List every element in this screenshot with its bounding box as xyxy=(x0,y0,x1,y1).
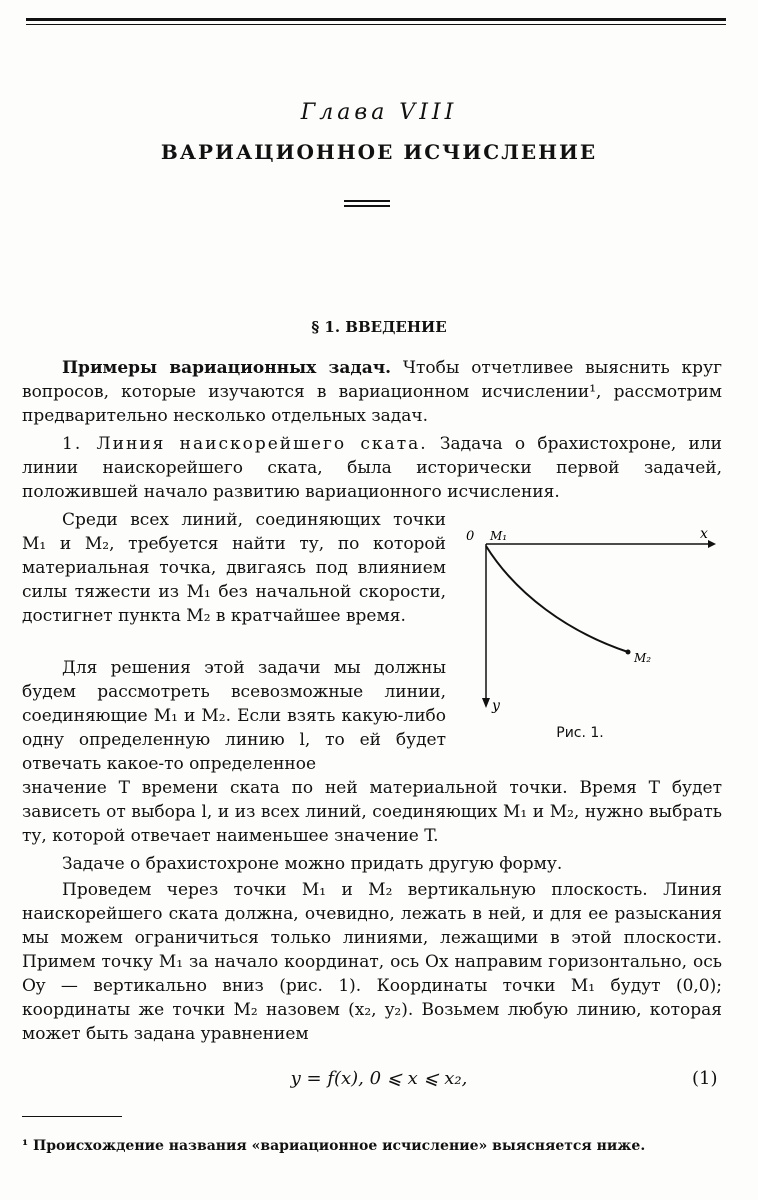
paragraph-brachistochrone xyxy=(22,432,722,504)
point-m2 xyxy=(626,650,631,655)
paragraph-solution-intro: Для решения этой задачи мы должны будем рассмотреть всевозможные линии, соединяющие M₁ и M₂. Если взять какую-либо одну определенную линию l, то ей будет отвечать какое-то определенное xyxy=(22,658,446,774)
label-x-axis: x xyxy=(700,526,708,542)
y-axis-arrow-icon xyxy=(482,698,490,708)
paragraph-intro-lead: Примеры вариационных задач. xyxy=(62,358,392,378)
section-title: § 1. ВВЕДЕНИЕ xyxy=(311,318,447,336)
brachistochrone-figure xyxy=(458,520,728,750)
paragraph-intro xyxy=(22,356,722,428)
paragraph-coordinates: Проведем через точки M₁ и M₂ вертикальную плоскость. Линия наискорейшего ската должна, очевидно, лежать в ней, и для ее разыскания мы можем ограничиться только линиями, лежащими в этой плоскости. Примем точку M₁ за начало координат, ось Ox направим горизонтально, ось Oy — вертикально вниз (рис. 1). Координаты точки M₁ будут (0,0); координаты же точки M₂ назовем (x₂, y₂). Возьмем любую линию, которая может быть задана уравнением xyxy=(22,880,722,1044)
label-m2: M₂ xyxy=(634,651,652,665)
paragraph-intro-body: Чтобы отчетливее выяснить круг вопросов, которые изучаются в вариационном исчислении¹, рассмотрим предварительно несколько отдельных задач. xyxy=(22,358,722,426)
label-origin: 0 xyxy=(466,529,475,544)
chapter-title: ВАРИАЦИОННОЕ ИСЧИСЛЕНИЕ xyxy=(160,140,598,164)
paragraph-solution-continued: значение T времени ската по ней материальной точки. Время T будет зависеть от выбора l, и из всех линий, соединяющих M₁ и M₂, нужно выбрать ту, которой отвечает наименьшее значение T. xyxy=(22,778,722,846)
label-m1: M₁ xyxy=(490,529,508,543)
title-ornament-line-1 xyxy=(344,200,390,202)
formula-1: y = f(x), 0 ⩽ x ⩽ x₂, xyxy=(290,1068,468,1089)
paragraph-brachistochrone-lead: 1. Линия наискорейшего ската. xyxy=(62,434,428,454)
brachistochrone-curve xyxy=(486,546,628,652)
chapter-label: Глава VIII xyxy=(300,100,458,125)
label-y-axis: y xyxy=(492,698,500,714)
paragraph-brachistochrone-body: Задача о брахистохроне, или линии наискорейшего ската, была исторически первой задачей, положившей начало развитию вариационного исчисления. xyxy=(22,434,722,502)
x-axis-arrow-icon xyxy=(708,540,716,548)
header-rule-thick xyxy=(26,18,726,21)
paragraph-problem-statement: Среди всех линий, соединяющих точки M₁ и M₂, требуется найти ту, по которой материальная точка, двигаясь под влиянием силы тяжести из M₁ без начальной скорости, достигнет пункта M₂ в кратчайшее время. xyxy=(22,510,446,626)
figure-caption: Рис. 1. xyxy=(556,725,604,741)
paragraph-reformulation: Задаче о брахистохроне можно придать другую форму. xyxy=(62,854,563,874)
footnote: ¹ Происхождение названия «вариационное исчисление» выясняется ниже. xyxy=(22,1138,646,1154)
title-ornament-line-2 xyxy=(344,205,390,207)
footnote-rule xyxy=(22,1116,122,1117)
formula-number: (1) xyxy=(692,1068,718,1089)
header-rule-thin xyxy=(26,24,726,25)
